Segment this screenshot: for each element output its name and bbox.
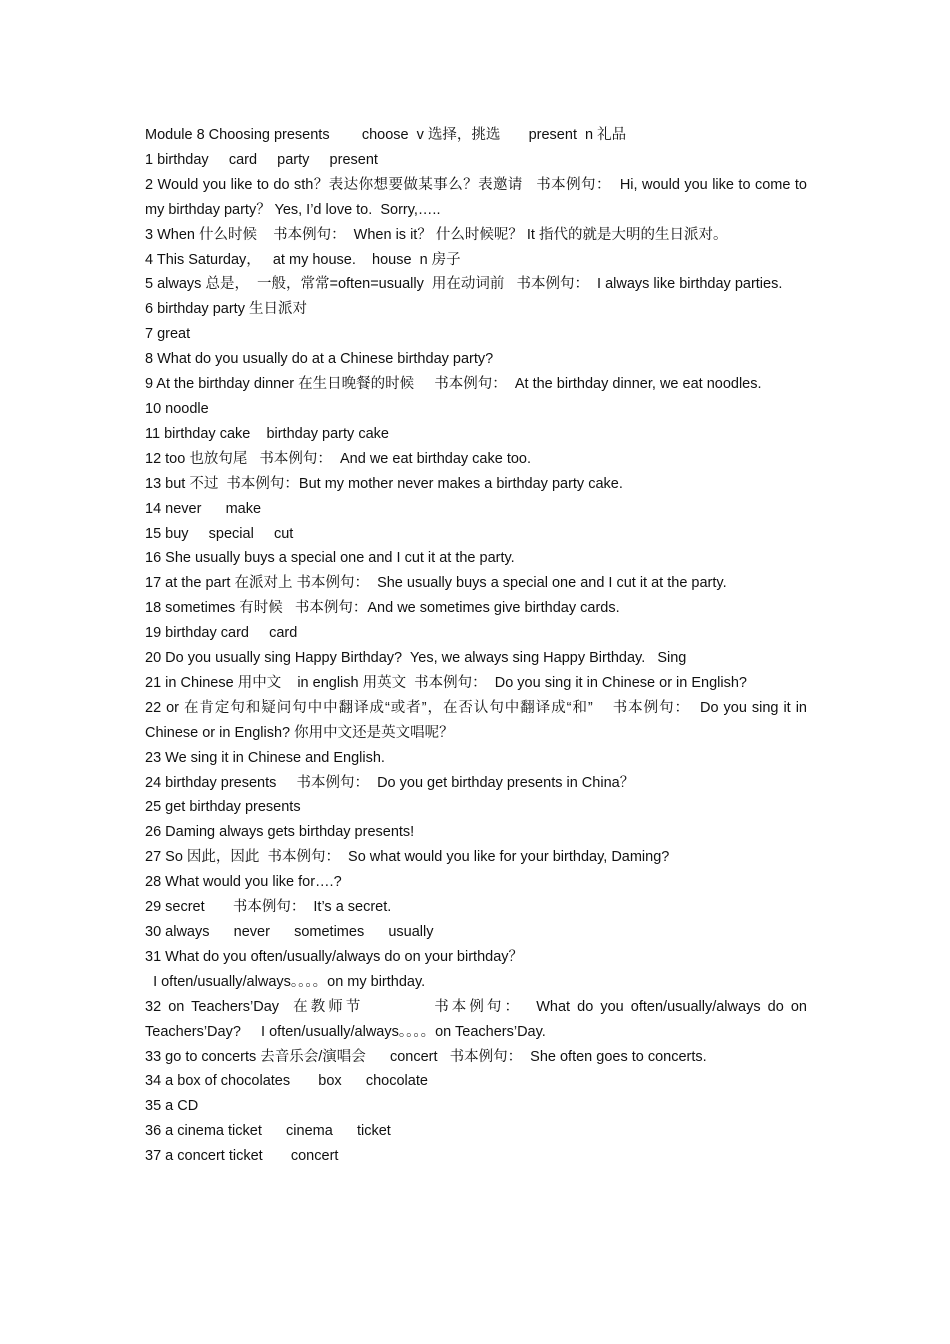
vocab-line: 27 So 因此，因此 书本例句： So what would you like for your birthday, Daming?	[145, 849, 670, 866]
vocab-line: 2 Would you like to do sth？表达你想要做某事么？表邀请 书本例句： Hi, would you like to come to my birthday party？ Yes, I’d love to. Sorry,…..	[145, 176, 812, 218]
vocab-line: 19 birthday card card	[145, 625, 298, 642]
vocab-line: 35 a CD	[145, 1098, 199, 1115]
vocab-line: 1 birthday card party present	[145, 151, 378, 168]
vocab-line: 11 birthday cake birthday party cake	[145, 425, 389, 442]
vocab-line: 17 at the part 在派对上 书本例句： She usually buys a special one and I cut it at the party.	[145, 575, 727, 592]
vocab-line: 31 What do you often/usually/always do on your birthday？	[145, 948, 524, 965]
vocab-line: 6 birthday party 生日派对	[145, 301, 307, 318]
vocab-line: 10 noodle	[145, 400, 209, 417]
vocab-line: 14 never make	[145, 500, 262, 517]
vocab-line: 13 but 不过 书本例句：But my mother never makes a birthday party cake.	[145, 475, 623, 492]
vocab-line: 28 What would you like for….?	[145, 874, 342, 891]
vocab-line: 25 get birthday presents	[145, 799, 301, 816]
vocab-line: 21 in Chinese 用中文 in english 用英文 书本例句： Do you sing it in Chinese or in English?	[145, 674, 747, 691]
vocab-line: 29 secret 书本例句： It’s a secret.	[145, 899, 392, 916]
vocab-line: 26 Daming always gets birthday presents!	[145, 824, 415, 841]
vocab-line: 32 on Teachers’Day 在教师节 书本例句： What do you often/usually/always do on Teachers’Day? I often/usually/always。。。。on Teachers’Day.	[145, 998, 811, 1040]
vocab-line: 15 buy special cut	[145, 525, 294, 542]
vocab-line: 7 great	[145, 326, 191, 343]
document-heading: Module 8 Choosing presents choose v 选择，挑选 present n 礼品	[145, 127, 627, 143]
vocab-line: 23 We sing it in Chinese and English.	[145, 749, 385, 766]
vocab-line: 3 When 什么时候 书本例句： When is it？ 什么时候呢？ It 指代的就是大明的生日派对。	[145, 226, 728, 243]
vocab-line: 12 too 也放句尾 书本例句： And we eat birthday cake too.	[145, 450, 532, 467]
vocab-line: 8 What do you usually do at a Chinese birthday party?	[145, 351, 494, 368]
vocab-line: I often/usually/always。。。。on my birthday.	[145, 973, 426, 990]
vocab-line: 16 She usually buys a special one and I cut it at the party.	[145, 550, 515, 567]
vocab-line: 9 At the birthday dinner 在生日晚餐的时候 书本例句： At the birthday dinner, we eat noodles.	[145, 376, 762, 393]
vocab-line: 18 sometimes 有时候 书本例句：And we sometimes give birthday cards.	[145, 600, 620, 617]
vocab-line: 20 Do you usually sing Happy Birthday? Yes, we always sing Happy Birthday. Sing	[145, 650, 687, 667]
vocab-line: 5 always 总是， 一般，常常=often=usually 用在动词前 书本例句： I always like birthday parties.	[145, 276, 783, 293]
document-body	[145, 123, 812, 1169]
vocab-line: 34 a box of chocolates box chocolate	[145, 1073, 428, 1090]
vocab-line: 33 go to concerts 去音乐会/演唱会 concert 书本例句： She often goes to concerts.	[145, 1048, 707, 1065]
vocab-line: 22 or 在肯定句和疑问句中中翻译成“或者”，在否认句中翻译成“和” 书本例句： Do you sing it in Chinese or in English? 你用中文还是英文唱呢？	[145, 699, 812, 741]
vocab-line: 30 always never sometimes usually	[145, 924, 434, 940]
vocab-line: 24 birthday presents 书本例句： Do you get birthday presents in China？	[145, 774, 635, 791]
vocab-line: 37 a concert ticket concert	[145, 1148, 339, 1165]
vocab-line: 4 This Saturday， at my house. house n 房子	[145, 251, 461, 268]
vocab-line: 36 a cinema ticket cinema ticket	[145, 1123, 391, 1140]
